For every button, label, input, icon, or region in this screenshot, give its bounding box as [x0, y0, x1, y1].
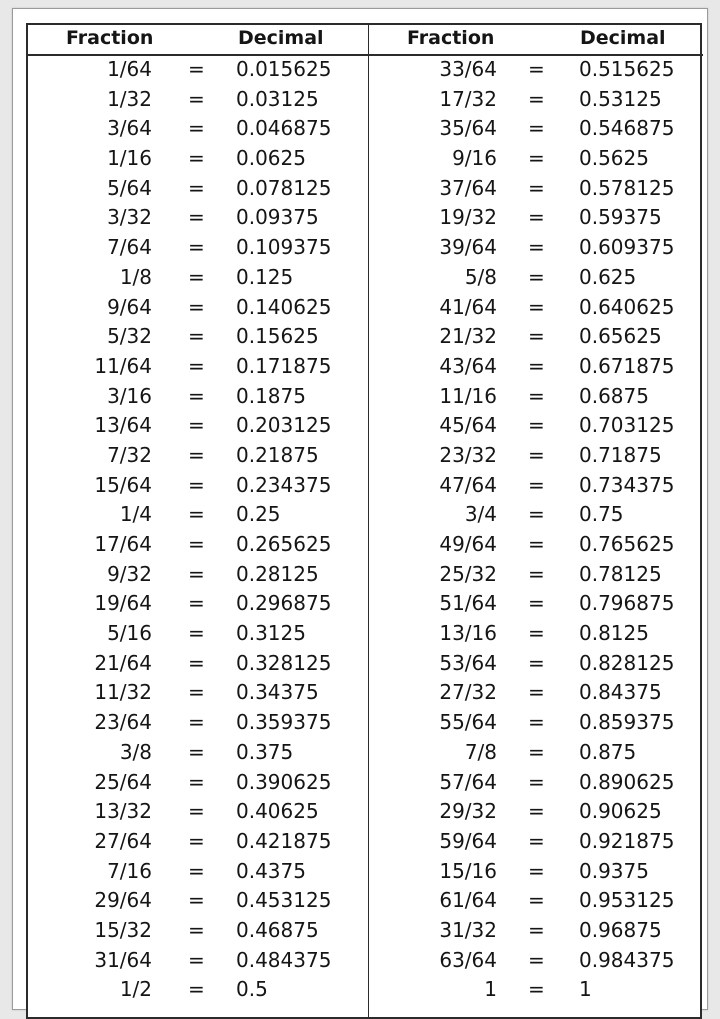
table-row [28, 798, 368, 828]
table-row [28, 531, 368, 561]
equals-sign: = [528, 561, 545, 586]
fraction-cell: 11/32 [94, 680, 152, 705]
equals-sign: = [528, 264, 545, 289]
table-row [28, 650, 368, 680]
table-row [28, 679, 368, 709]
table-row [28, 442, 368, 472]
equals-sign: = [188, 739, 205, 764]
table-row [369, 976, 703, 1006]
conversion-sheet [12, 8, 708, 1010]
decimal-cell: 0.921875 [579, 828, 675, 853]
decimal-cell: 0.09375 [236, 205, 319, 230]
decimal-cell: 0.1875 [236, 383, 306, 408]
equals-sign: = [188, 383, 205, 408]
table-row [369, 798, 703, 828]
table-row [369, 323, 703, 353]
table-row [369, 947, 703, 977]
decimal-cell: 0.4375 [236, 858, 306, 883]
table-row [28, 472, 368, 502]
right-column-group [368, 25, 703, 1017]
table-row [369, 561, 703, 591]
equals-sign: = [528, 888, 545, 913]
fraction-cell: 15/64 [94, 472, 152, 497]
table-row [28, 947, 368, 977]
decimal-cell: 0.78125 [579, 561, 662, 586]
fraction-cell: 21/32 [439, 324, 497, 349]
decimal-cell: 0.453125 [236, 888, 332, 913]
fraction-cell: 25/64 [94, 769, 152, 794]
fraction-cell: 3/4 [464, 502, 497, 527]
decimal-cell: 0.84375 [579, 680, 662, 705]
fraction-cell: 3/8 [119, 739, 152, 764]
equals-sign: = [528, 799, 545, 824]
equals-sign: = [528, 146, 545, 171]
fraction-cell: 7/8 [464, 739, 497, 764]
decimal-cell: 0.703125 [579, 413, 675, 438]
decimal-cell: 0.234375 [236, 472, 332, 497]
fraction-cell: 19/64 [94, 591, 152, 616]
fraction-cell: 23/32 [439, 442, 497, 467]
equals-sign: = [188, 324, 205, 349]
equals-sign: = [528, 413, 545, 438]
left-header-row [28, 25, 368, 56]
decimal-cell: 0.484375 [236, 947, 332, 972]
decimal-cell: 0.90625 [579, 799, 662, 824]
equals-sign: = [528, 472, 545, 497]
decimal-cell: 0.546875 [579, 116, 675, 141]
decimal-cell: 0.46875 [236, 917, 319, 942]
fraction-cell: 11/64 [94, 353, 152, 378]
fraction-cell: 7/32 [107, 442, 152, 467]
decimal-cell: 0.75 [579, 502, 624, 527]
equals-sign: = [528, 621, 545, 646]
decimal-cell: 0.609375 [579, 235, 675, 260]
decimal-cell: 0.984375 [579, 947, 675, 972]
table-row [369, 501, 703, 531]
decimal-cell: 0.5625 [579, 146, 649, 171]
decimal-cell: 0.21875 [236, 442, 319, 467]
equals-sign: = [528, 739, 545, 764]
fraction-cell: 9/64 [107, 294, 152, 319]
fraction-cell: 57/64 [439, 769, 497, 794]
table-row [28, 383, 368, 413]
decimal-cell: 0.65625 [579, 324, 662, 349]
equals-sign: = [188, 57, 205, 81]
decimal-cell: 0.015625 [236, 57, 332, 81]
decimal-cell: 0.890625 [579, 769, 675, 794]
table-row [369, 204, 703, 234]
left-decimal-header: Decimal [238, 27, 324, 49]
right-header-row [369, 25, 703, 56]
decimal-cell: 0.578125 [579, 175, 675, 200]
fraction-cell: 11/16 [439, 383, 497, 408]
table-row [369, 264, 703, 294]
equals-sign: = [188, 264, 205, 289]
equals-sign: = [528, 57, 545, 81]
equals-sign: = [528, 294, 545, 319]
equals-sign: = [528, 650, 545, 675]
equals-sign: = [528, 858, 545, 883]
decimal-cell: 0.625 [579, 264, 637, 289]
fraction-cell: 3/16 [107, 383, 152, 408]
decimal-cell: 0.125 [236, 264, 294, 289]
equals-sign: = [188, 828, 205, 853]
table-row [28, 620, 368, 650]
equals-sign: = [188, 621, 205, 646]
decimal-cell: 0.96875 [579, 917, 662, 942]
fraction-cell: 29/32 [439, 799, 497, 824]
fraction-cell: 39/64 [439, 235, 497, 260]
equals-sign: = [188, 413, 205, 438]
decimal-cell: 0.953125 [579, 888, 675, 913]
decimal-cell: 0.796875 [579, 591, 675, 616]
table-row [28, 709, 368, 739]
table-row [369, 86, 703, 116]
left-fraction-header: Fraction [66, 27, 154, 49]
decimal-cell: 0.59375 [579, 205, 662, 230]
equals-sign: = [188, 175, 205, 200]
fraction-cell: 5/64 [107, 175, 152, 200]
fraction-cell: 3/32 [107, 205, 152, 230]
table-row [369, 472, 703, 502]
equals-sign: = [528, 591, 545, 616]
table-row [28, 353, 368, 383]
table-row [28, 858, 368, 888]
decimal-cell: 0.40625 [236, 799, 319, 824]
fraction-cell: 21/64 [94, 650, 152, 675]
table-row [369, 650, 703, 680]
table-row [369, 412, 703, 442]
equals-sign: = [188, 353, 205, 378]
decimal-cell: 0.25 [236, 502, 281, 527]
equals-sign: = [188, 650, 205, 675]
decimal-cell: 0.390625 [236, 769, 332, 794]
decimal-cell: 0.734375 [579, 472, 675, 497]
decimal-cell: 0.296875 [236, 591, 332, 616]
fraction-cell: 15/16 [439, 858, 497, 883]
table-row [28, 204, 368, 234]
fraction-cell: 17/32 [439, 86, 497, 111]
fraction-cell: 47/64 [439, 472, 497, 497]
decimal-cell: 1 [579, 977, 592, 1002]
equals-sign: = [188, 977, 205, 1002]
table-row [28, 828, 368, 858]
table-row [369, 590, 703, 620]
equals-sign: = [188, 205, 205, 230]
table-row [369, 145, 703, 175]
equals-sign: = [188, 888, 205, 913]
table-row [28, 887, 368, 917]
equals-sign: = [188, 680, 205, 705]
equals-sign: = [528, 947, 545, 972]
table-row [369, 769, 703, 799]
decimal-cell: 0.421875 [236, 828, 332, 853]
fraction-cell: 27/64 [94, 828, 152, 853]
table-row [369, 887, 703, 917]
equals-sign: = [528, 383, 545, 408]
fraction-cell: 49/64 [439, 532, 497, 556]
equals-sign: = [188, 532, 205, 556]
fraction-cell: 53/64 [439, 650, 497, 675]
equals-sign: = [188, 561, 205, 586]
table-row [369, 620, 703, 650]
equals-sign: = [528, 86, 545, 111]
decimal-cell: 0.8125 [579, 621, 649, 646]
decimal-cell: 0.640625 [579, 294, 675, 319]
fraction-cell: 41/64 [439, 294, 497, 319]
table-row [28, 294, 368, 324]
decimal-cell: 0.71875 [579, 442, 662, 467]
left-column-group [28, 25, 368, 1017]
table-row [369, 442, 703, 472]
decimal-cell: 0.6875 [579, 383, 649, 408]
fraction-cell: 31/32 [439, 917, 497, 942]
decimal-cell: 0.203125 [236, 413, 332, 438]
equals-sign: = [188, 502, 205, 527]
table-row [28, 976, 368, 1006]
table-row [28, 917, 368, 947]
equals-sign: = [188, 591, 205, 616]
fraction-cell: 13/16 [439, 621, 497, 646]
fraction-cell: 45/64 [439, 413, 497, 438]
fraction-cell: 1/2 [119, 977, 152, 1002]
fraction-cell: 43/64 [439, 353, 497, 378]
table-row [28, 501, 368, 531]
table-row [369, 739, 703, 769]
decimal-cell: 0.515625 [579, 57, 675, 81]
equals-sign: = [188, 442, 205, 467]
equals-sign: = [188, 858, 205, 883]
fraction-cell: 55/64 [439, 710, 497, 735]
equals-sign: = [528, 353, 545, 378]
decimal-cell: 0.9375 [579, 858, 649, 883]
fraction-cell: 31/64 [94, 947, 152, 972]
decimal-cell: 0.671875 [579, 353, 675, 378]
equals-sign: = [528, 680, 545, 705]
fraction-cell: 1/64 [107, 57, 152, 81]
fraction-cell: 1/4 [119, 502, 152, 527]
decimal-cell: 0.03125 [236, 86, 319, 111]
equals-sign: = [528, 977, 545, 1002]
decimal-cell: 0.109375 [236, 235, 332, 260]
table-row [369, 234, 703, 264]
fraction-cell: 3/64 [107, 116, 152, 141]
table-row [369, 531, 703, 561]
fraction-cell: 1/16 [107, 146, 152, 171]
table-row [369, 917, 703, 947]
table-row [369, 294, 703, 324]
equals-sign: = [528, 769, 545, 794]
decimal-cell: 0.15625 [236, 324, 319, 349]
fraction-cell: 13/64 [94, 413, 152, 438]
decimal-cell: 0.140625 [236, 294, 332, 319]
fraction-cell: 63/64 [439, 947, 497, 972]
decimal-cell: 0.765625 [579, 532, 675, 556]
equals-sign: = [188, 472, 205, 497]
fraction-cell: 51/64 [439, 591, 497, 616]
fraction-cell: 1/8 [119, 264, 152, 289]
fraction-cell: 13/32 [94, 799, 152, 824]
fraction-cell: 61/64 [439, 888, 497, 913]
fraction-cell: 7/16 [107, 858, 152, 883]
decimal-cell: 0.0625 [236, 146, 306, 171]
equals-sign: = [188, 294, 205, 319]
fraction-cell: 27/32 [439, 680, 497, 705]
fraction-cell: 23/64 [94, 710, 152, 735]
table-row [28, 561, 368, 591]
decimal-cell: 0.53125 [579, 86, 662, 111]
fraction-cell: 25/32 [439, 561, 497, 586]
equals-sign: = [188, 146, 205, 171]
table-row [28, 323, 368, 353]
equals-sign: = [188, 116, 205, 141]
table-row [369, 353, 703, 383]
fraction-cell: 5/16 [107, 621, 152, 646]
equals-sign: = [188, 235, 205, 260]
equals-sign: = [528, 502, 545, 527]
equals-sign: = [188, 710, 205, 735]
equals-sign: = [528, 175, 545, 200]
equals-sign: = [188, 947, 205, 972]
decimal-cell: 0.875 [579, 739, 637, 764]
table-row [369, 828, 703, 858]
equals-sign: = [528, 710, 545, 735]
table-row [28, 56, 368, 86]
decimal-cell: 0.859375 [579, 710, 675, 735]
decimal-cell: 0.3125 [236, 621, 306, 646]
decimal-cell: 0.328125 [236, 650, 332, 675]
fraction-cell: 5/32 [107, 324, 152, 349]
fraction-cell: 35/64 [439, 116, 497, 141]
fraction-cell: 29/64 [94, 888, 152, 913]
table-row [28, 175, 368, 205]
equals-sign: = [528, 205, 545, 230]
decimal-cell: 0.171875 [236, 353, 332, 378]
right-fraction-header: Fraction [407, 27, 495, 49]
fraction-cell: 1/32 [107, 86, 152, 111]
left-rows [28, 56, 368, 1006]
table-row [28, 769, 368, 799]
table-row [369, 709, 703, 739]
fraction-cell: 59/64 [439, 828, 497, 853]
decimal-cell: 0.078125 [236, 175, 332, 200]
equals-sign: = [528, 324, 545, 349]
equals-sign: = [188, 917, 205, 942]
decimal-cell: 0.375 [236, 739, 294, 764]
fraction-cell: 15/32 [94, 917, 152, 942]
table-row [28, 234, 368, 264]
table-row [28, 115, 368, 145]
equals-sign: = [528, 442, 545, 467]
table-row [28, 86, 368, 116]
table-row [28, 264, 368, 294]
table-row [369, 56, 703, 86]
equals-sign: = [528, 917, 545, 942]
decimal-cell: 0.265625 [236, 532, 332, 556]
table-row [369, 175, 703, 205]
equals-sign: = [528, 532, 545, 556]
fraction-cell: 17/64 [94, 532, 152, 556]
fraction-cell: 37/64 [439, 175, 497, 200]
fraction-cell: 7/64 [107, 235, 152, 260]
equals-sign: = [188, 86, 205, 111]
fraction-cell: 1 [484, 977, 497, 1002]
table-row [28, 739, 368, 769]
table-row [369, 383, 703, 413]
decimal-cell: 0.359375 [236, 710, 332, 735]
equals-sign: = [188, 799, 205, 824]
equals-sign: = [528, 116, 545, 141]
fraction-cell: 33/64 [439, 57, 497, 81]
table-row [369, 679, 703, 709]
table-row [28, 145, 368, 175]
equals-sign: = [188, 769, 205, 794]
table-row [369, 858, 703, 888]
right-rows [369, 56, 703, 1006]
fraction-decimal-table [26, 23, 702, 1019]
table-row [369, 115, 703, 145]
fraction-cell: 9/16 [452, 146, 497, 171]
decimal-cell: 0.28125 [236, 561, 319, 586]
fraction-cell: 19/32 [439, 205, 497, 230]
fraction-cell: 5/8 [464, 264, 497, 289]
right-decimal-header: Decimal [580, 27, 666, 49]
table-row [28, 412, 368, 442]
decimal-cell: 0.34375 [236, 680, 319, 705]
table-row [28, 590, 368, 620]
decimal-cell: 0.5 [236, 977, 268, 1002]
decimal-cell: 0.046875 [236, 116, 332, 141]
decimal-cell: 0.828125 [579, 650, 675, 675]
fraction-cell: 9/32 [107, 561, 152, 586]
equals-sign: = [528, 828, 545, 853]
equals-sign: = [528, 235, 545, 260]
